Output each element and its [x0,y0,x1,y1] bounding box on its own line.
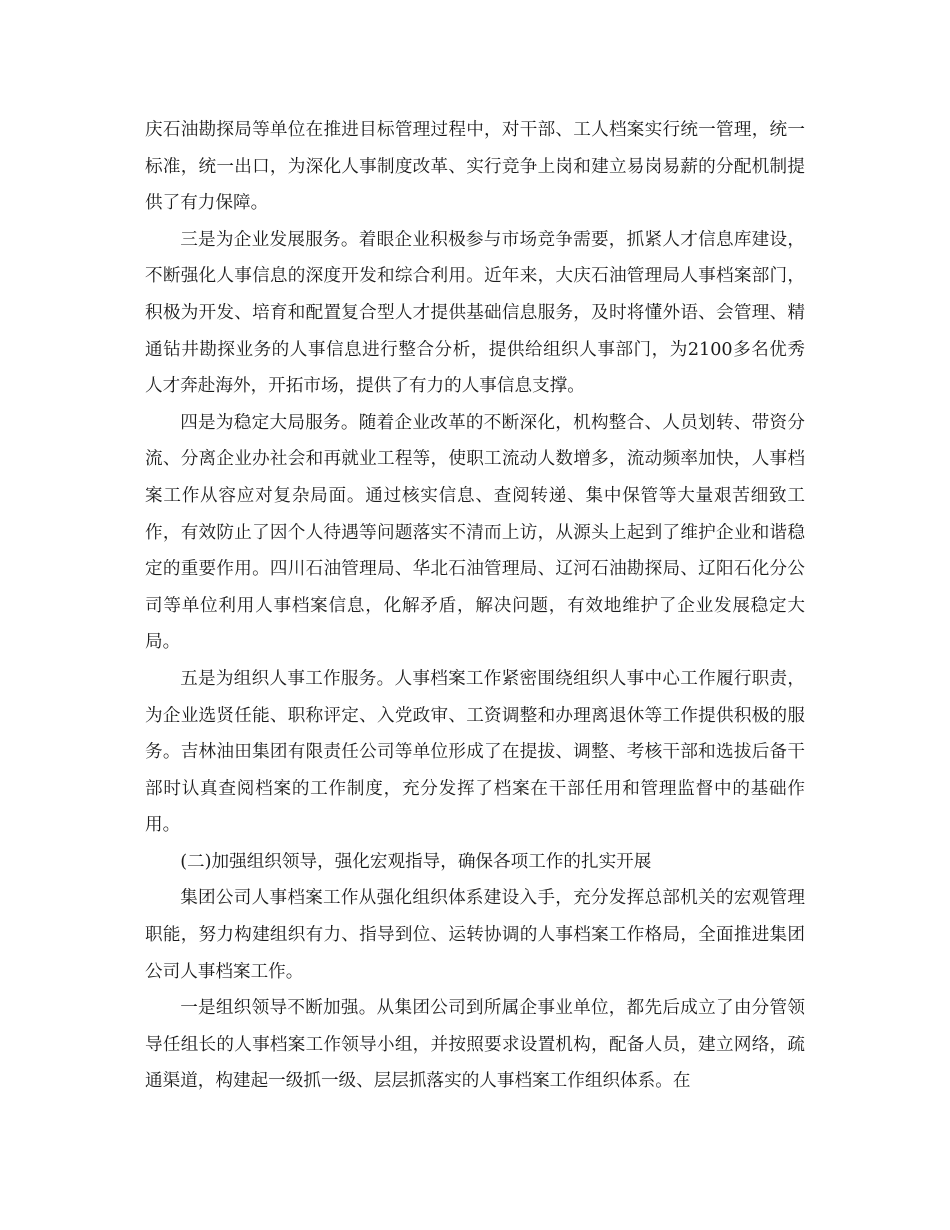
paragraph-leadership-strengthened: 一是组织领导不断加强。从集团公司到所属企事业单位，都先后成立了由分管领导任组长的人事档案工作领导小组，并按照要求设置机构，配备人员，建立网络，疏通渠道，构建起一级抓一级、层层抓落实的人事档案工作组织体系。在 [145,998,805,1092]
section-heading-organization-leadership: (二)加强组织领导，强化宏观指导，确保各项工作的扎实开展 [180,851,652,872]
paragraph-personnel-work: 五是为组织人事工作服务。人事档案工作紧密围绕组织人事中心工作履行职责，为企业选贤任能、职称评定、入党政审、工资调整和办理离退休等工作提供积极的服务。吉林油田集团有限责任公司等单位形成了在提拔、调整、考核干部和选拔后备干部时认真查阅档案的工作制度，充分发挥了档案在干部任用和管理监督中的基础作用。 [145,668,805,836]
document-body [145,112,805,1100]
paragraph-group-company: 集团公司人事档案工作从强化组织体系建设入手，充分发挥总部机关的宏观管理职能，努力构建组织有力、指导到位、运转协调的人事档案工作格局，全面推进集团公司人事档案工作。 [145,888,805,982]
paragraph-enterprise-development: 三是为企业发展服务。着眼企业积极参与市场竞争需要，抓紧人才信息库建设，不断强化人事信息的深度开发和综合利用。近年来，大庆石油管理局人事档案部门，积极为开发、培育和配置复合型人才提供基础信息服务，及时将懂外语、会管理、精通钻井勘探业务的人事信息进行整合分析，提供给组织人事部门，为2100多名优秀人才奔赴海外，开拓市场，提供了有力的人事信息支撑。 [145,229,805,397]
paragraph-continuation: 庆石油勘探局等单位在推进目标管理过程中，对干部、工人档案实行统一管理，统一标准，统一出口，为深化人事制度改革、实行竞争上岗和建立易岗易薪的分配机制提供了有力保障。 [145,120,805,214]
paragraph-stability: 四是为稳定大局服务。随着企业改革的不断深化，机构整合、人员划转、带资分流、分离企业办社会和再就业工程等，使职工流动人数增多，流动频率加快，人事档案工作从容应对复杂局面。通过核实信息、查阅转递、集中保管等大量艰苦细致工作，有效防止了因个人待遇等问题落实不清而上访，从源头上起到了维护企业和谐稳定的重要作用。四川石油管理局、华北石油管理局、辽河石油勘探局、辽阳石化分公司等单位利用人事档案信息，化解矛盾，解决问题，有效地维护了企业发展稳定大局。 [145,412,805,653]
